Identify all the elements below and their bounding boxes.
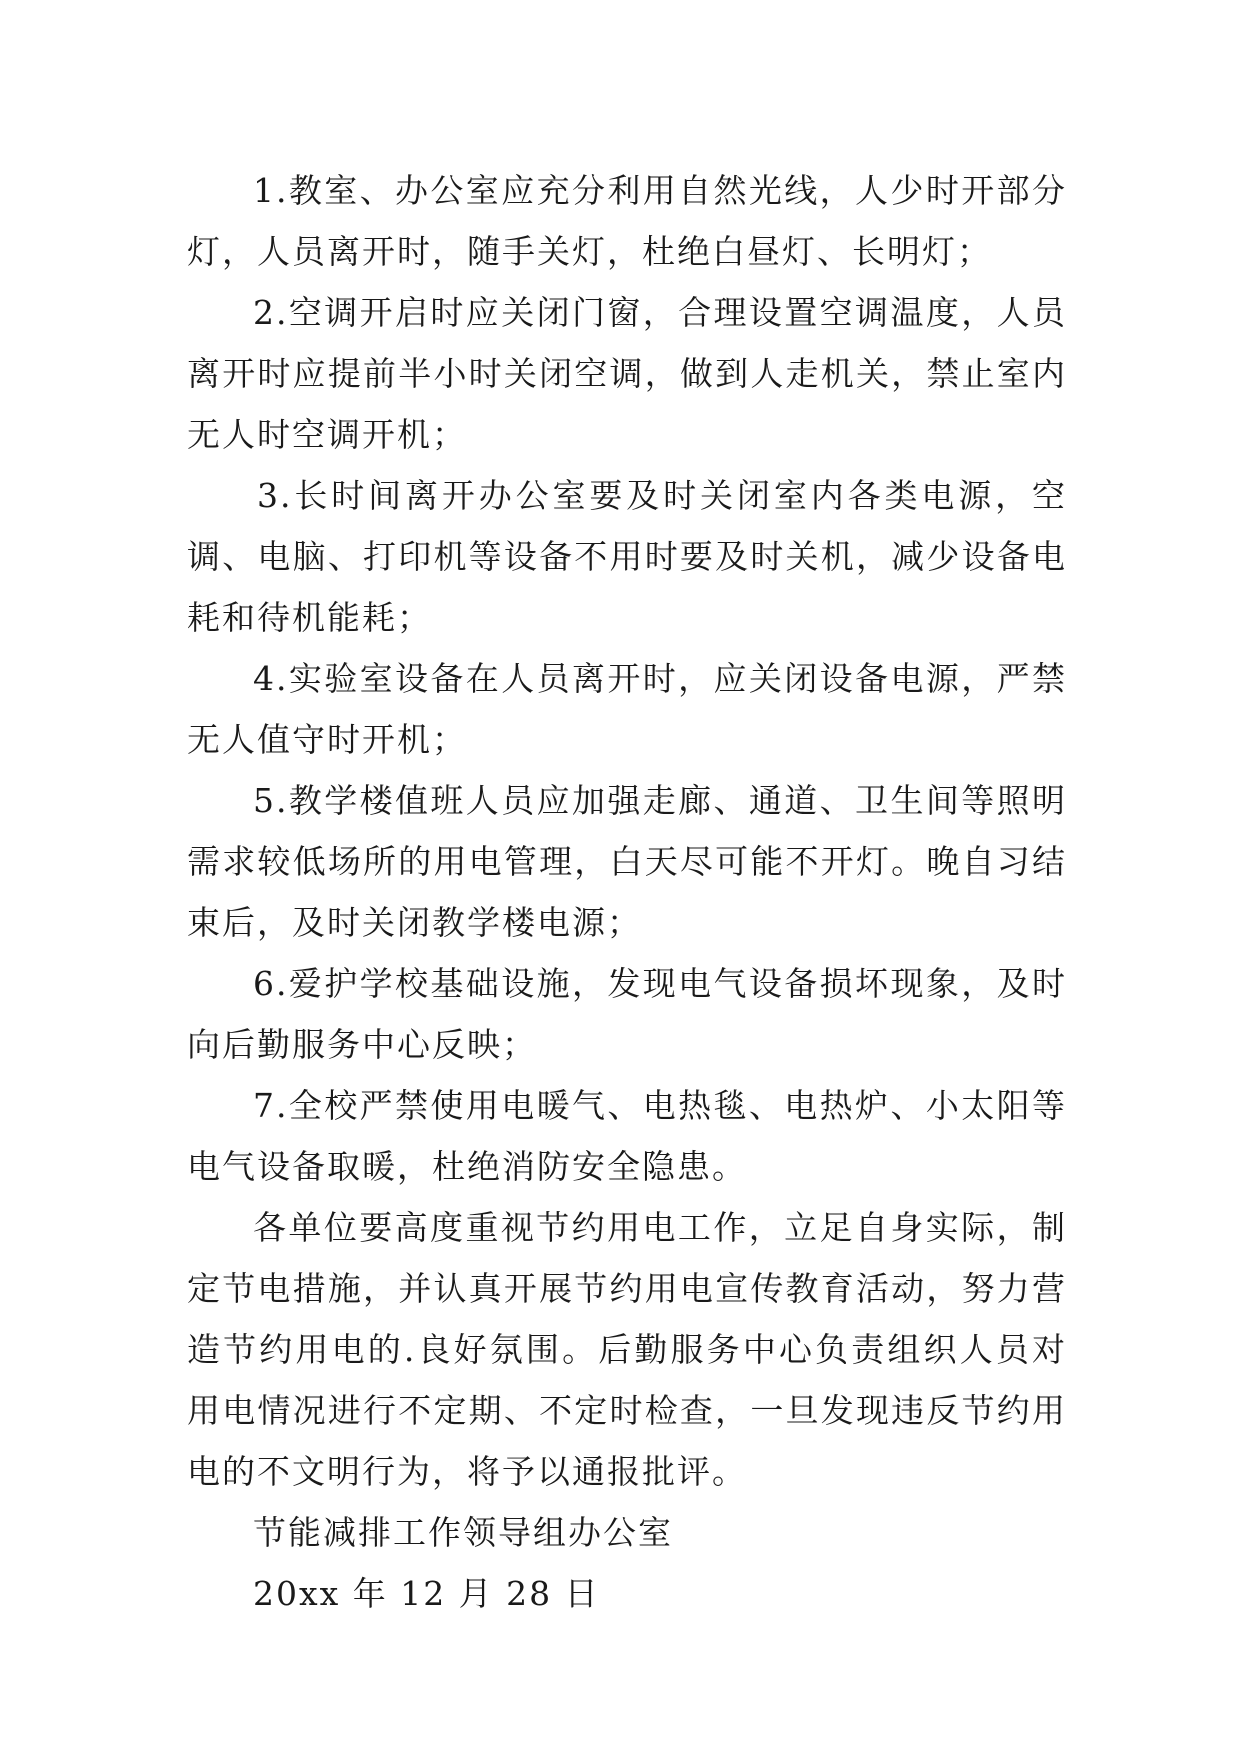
rule-item-4: 4.实验室设备在人员离开时，应关闭设备电源，严禁无人值守时开机；: [187, 659, 1067, 759]
rule-item-6: 6.爱护学校基础设施，发现电气设备损坏现象，及时向后勤服务中心反映；: [187, 964, 1067, 1064]
rule-item-1: 1.教室、办公室应充分利用自然光线，人少时开部分灯，人员离开时，随手关灯，杜绝白昼灯、长明灯；: [187, 171, 1067, 271]
rule-item-2: 2.空调开启时应关闭门窗，合理设置空调温度，人员离开时应提前半小时关闭空调，做到人走机关，禁止室内无人时空调开机；: [187, 293, 1067, 454]
closing-paragraph: 各单位要高度重视节约用电工作，立足自身实际，制定节电措施，并认真开展节约用电宣传教育活动，努力营造节约用电的.良好氛围。后勤服务中心负责组织人员对用电情况进行不定期、不定时检查，一旦发现违反节约用电的不文明行为，将予以通报批评。: [187, 1208, 1067, 1491]
signature-date: 20xx 年 12 月 28 日: [253, 1574, 600, 1613]
document-body: [187, 160, 1067, 1624]
rule-item-3: 3.长时间离开办公室要及时关闭室内各类电源，空调、电脑、打印机等设备不用时要及时关机，减少设备电耗和待机能耗；: [187, 476, 1067, 637]
rule-item-7: 7.全校严禁使用电暖气、电热毯、电热炉、小太阳等电气设备取暖，杜绝消防安全隐患。: [187, 1086, 1067, 1186]
signature-organization: 节能减排工作领导组办公室: [253, 1513, 673, 1552]
rule-item-5: 5.教学楼值班人员应加强走廊、通道、卫生间等照明需求较低场所的用电管理，白天尽可能不开灯。晚自习结束后，及时关闭教学楼电源；: [187, 781, 1067, 942]
